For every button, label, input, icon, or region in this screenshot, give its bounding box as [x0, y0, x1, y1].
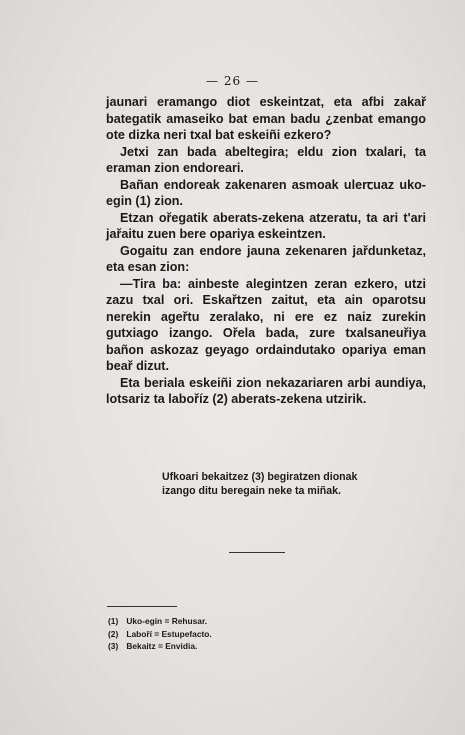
page-number: — 26 —	[206, 74, 259, 88]
paragraph: —Tira ba: ainbeste alegintzen zeran ezkero, utzi zazu txal ori. Eskařtzen zaitut, eta ain oparotsu nerekin ageřtu zeralako, ni ere ez naiz zurekin gutxiago izango. Ořela bada, zure txalsaneuřiya bañon askozaz geyago ordaindutako opariya eman beař dizut.	[106, 276, 426, 373]
footnotes	[108, 615, 308, 653]
footnote-rule	[107, 606, 177, 607]
paragraph: jaunari eramango diot eskeintzat, eta afbi zakař bategatik amaseiko bat eman badu ¿zenbat emango ote dizka neri txal bat eskeiñi ezkero?	[106, 95, 426, 142]
paragraph: Bañan endoreak zakenaren asmoak ulerꞇuaz uko-egin (1) zion.	[106, 177, 426, 208]
moral-verse	[162, 470, 392, 498]
footnote	[108, 628, 308, 641]
paragraph: Etzan ořegatik aberats-zekena atzeratu, ta ari t'ari jařaitu zuen bere opariya eskeintzen.	[106, 210, 426, 241]
footnote-text: Laboří = Estupefacto.	[126, 628, 212, 639]
footnote-number: (1)	[108, 616, 119, 626]
verse-line-2: izango ditu beregain neke ta miñak.	[162, 485, 341, 497]
footnote-text: Uko-egin = Rehusar.	[126, 616, 208, 626]
footnote-number: (2)	[108, 628, 119, 639]
paragraph: Eta beriala eskeiñi zion nekazariaren arbi aundiya, lotsariz ta laboříz (2) aberats-zekena utzirik.	[106, 375, 426, 406]
body-text	[106, 94, 426, 408]
footnote-number: (3)	[108, 641, 119, 651]
section-divider	[229, 552, 285, 553]
footnote	[108, 640, 308, 653]
verse-line-1: Ufkoari bekaitzez (3) begiratzen dionak	[162, 471, 358, 483]
paragraph: Gogaitu zan endore jauna zekenaren jařdunketaz, eta esan zion:	[106, 243, 426, 274]
paragraph: Jetxi zan bada abeltegira; eldu zion txalari, ta eraman zion endoreari.	[106, 144, 426, 175]
footnote-text: Bekaitz = Envidia.	[126, 641, 198, 651]
footnote	[108, 615, 308, 628]
